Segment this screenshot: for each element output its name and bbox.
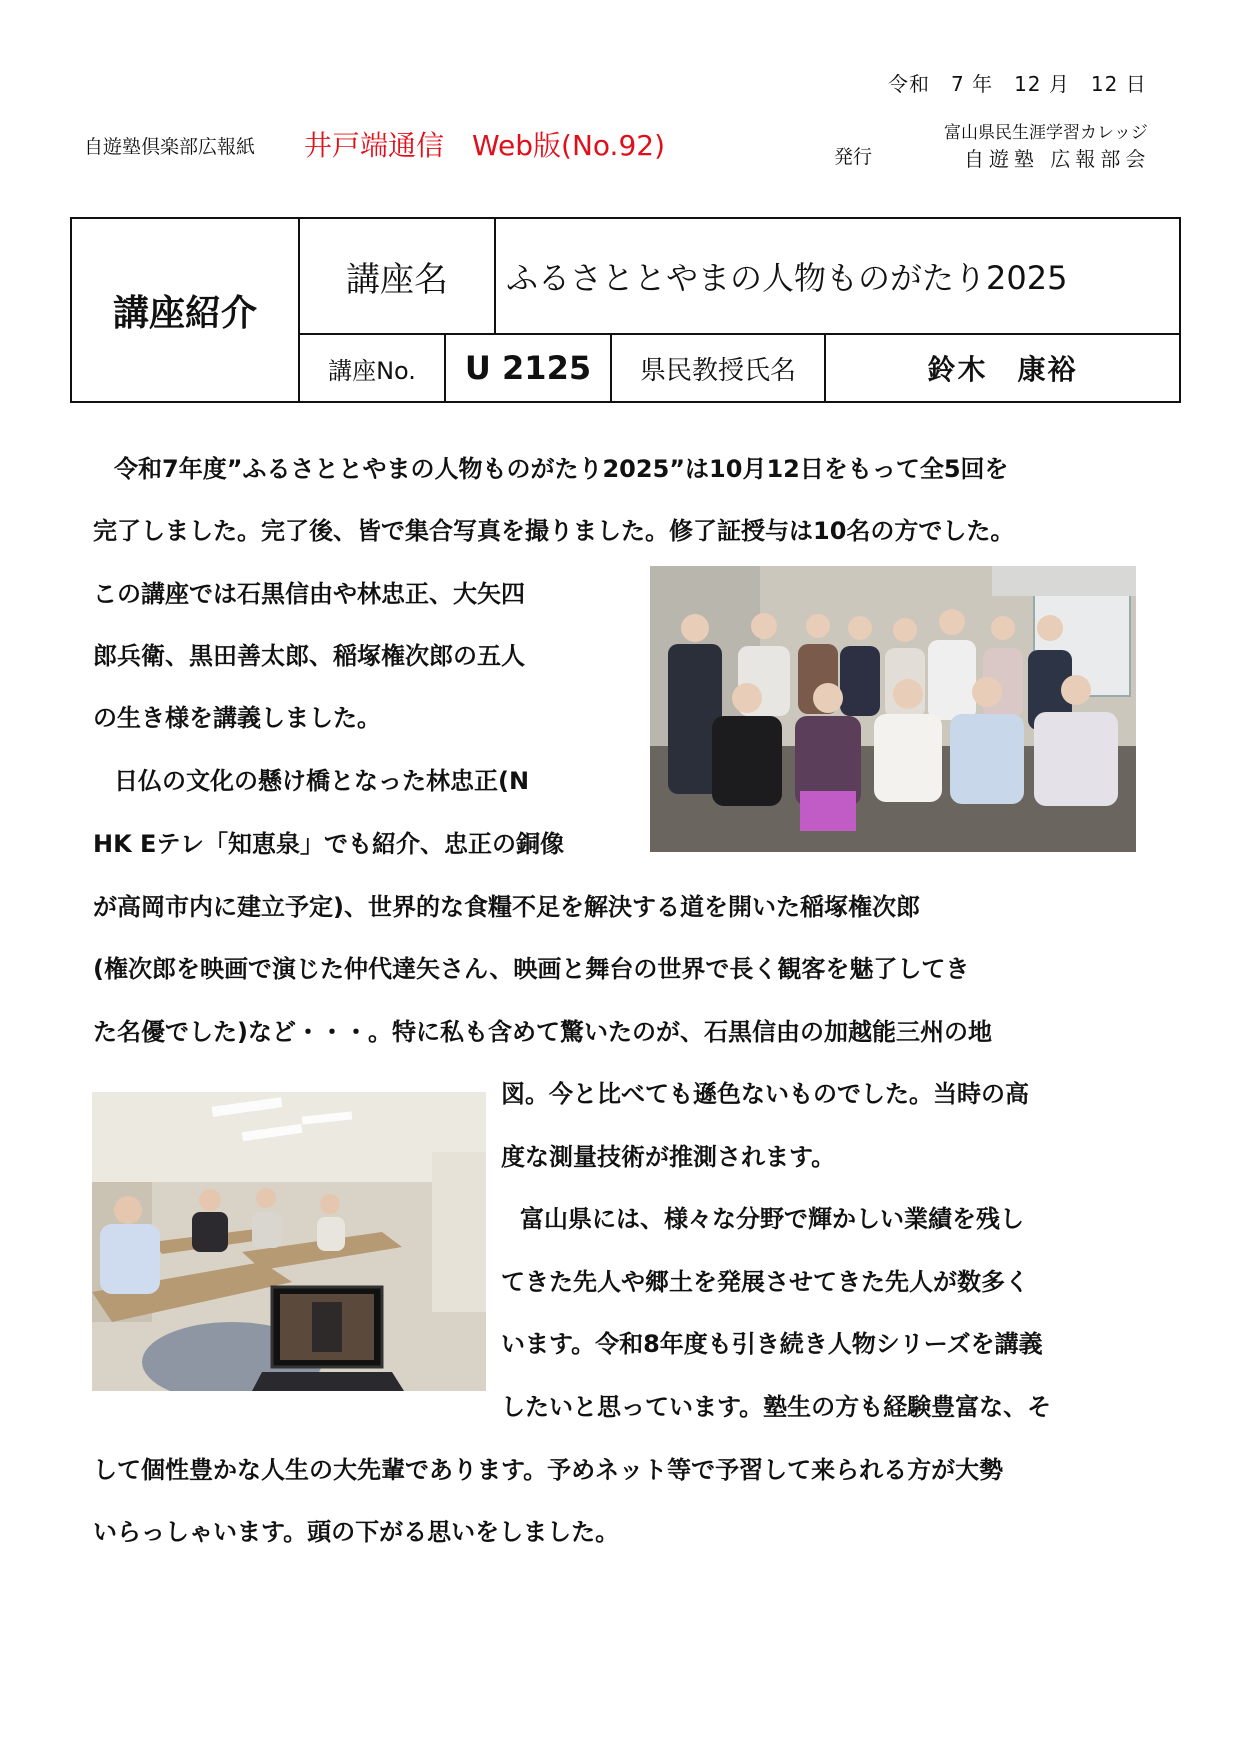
issued-label: 発行 [834, 146, 873, 168]
body-line: てきた先人や郷土を発展させてきた先人が数多く [501, 1268, 1029, 1296]
body-line: 令和7年度”ふるさととやまの人物ものがたり2025”は10月12日をもって全5回を [114, 455, 1009, 483]
group-photo-illustration [650, 566, 1136, 852]
course-info-table [70, 217, 1181, 403]
newsletter-label: 自遊塾倶楽部広報紙 [84, 136, 256, 158]
course-name-value: ふるさととやまの人物ものがたり2025 [496, 219, 1179, 335]
professor-label: 県民教授氏名 [612, 335, 826, 401]
body-line: の生き様を講義しました。 [93, 704, 381, 732]
publisher-organization: 富山県民生涯学習カレッジ [944, 123, 1148, 143]
body-line: いらっしゃいます。頭の下がる思いをしました。 [93, 1518, 620, 1546]
body-line: したいと思っています。塾生の方も経験豊富な、そ [501, 1393, 1052, 1421]
body-line: 図。今と比べても遜色ないものでした。当時の高 [501, 1080, 1029, 1108]
professor-name: 鈴木 康裕 [927, 353, 1078, 386]
classroom-photo [92, 1092, 486, 1391]
publisher-committee: 自遊塾 広報部会 [964, 147, 1151, 171]
classroom-photo-illustration [92, 1092, 486, 1391]
course-name-label: 講座名 [300, 219, 496, 335]
body-line: た名優でした)など・・・。特に私も含めて驚いたのが、石黒信由の加越能三州の地 [93, 1018, 992, 1046]
body-line: 完了しました。完了後、皆で集合写真を撮りました。修了証授与は10名の方でした。 [93, 517, 1015, 545]
course-number-value: U 2125 [446, 335, 612, 401]
body-line: が高岡市内に建立予定)、世界的な食糧不足を解決する道を開いた稲塚権次郎 [93, 893, 920, 921]
body-line: この講座では石黒信由や林忠正、大矢四 [93, 580, 525, 608]
body-line: HK Eテレ「知恵泉」でも紹介、忠正の銅像 [93, 830, 564, 858]
body-line: います。令和8年度も引き続き人物シリーズを講義 [501, 1330, 1043, 1358]
newsletter-title: 井戸端通信 Web版(No.92) [304, 129, 666, 162]
body-line: 郎兵衛、黒田善太郎、稲塚権次郎の五人 [93, 642, 525, 670]
body-line: 富山県には、様々な分野で輝かしい業績を残し [520, 1205, 1024, 1233]
group-photo [650, 566, 1136, 852]
body-line: 日仏の文化の懸け橋となった林忠正(N [114, 767, 530, 795]
body-line: して個性豊かな人生の大先輩であります。予めネット等で予習して来られる方が大勢 [93, 1456, 1004, 1484]
body-line: 度な測量技術が推測されます。 [501, 1143, 836, 1171]
body-line: (権次郎を映画で演じた仲代達矢さん、映画と舞台の世界で長く観客を魅了してき [93, 955, 970, 983]
issue-date: 令和 7 年 12 月 12 日 [888, 72, 1147, 96]
course-number-label: 講座No. [300, 335, 446, 401]
course-intro-heading: 講座紹介 [72, 219, 300, 401]
